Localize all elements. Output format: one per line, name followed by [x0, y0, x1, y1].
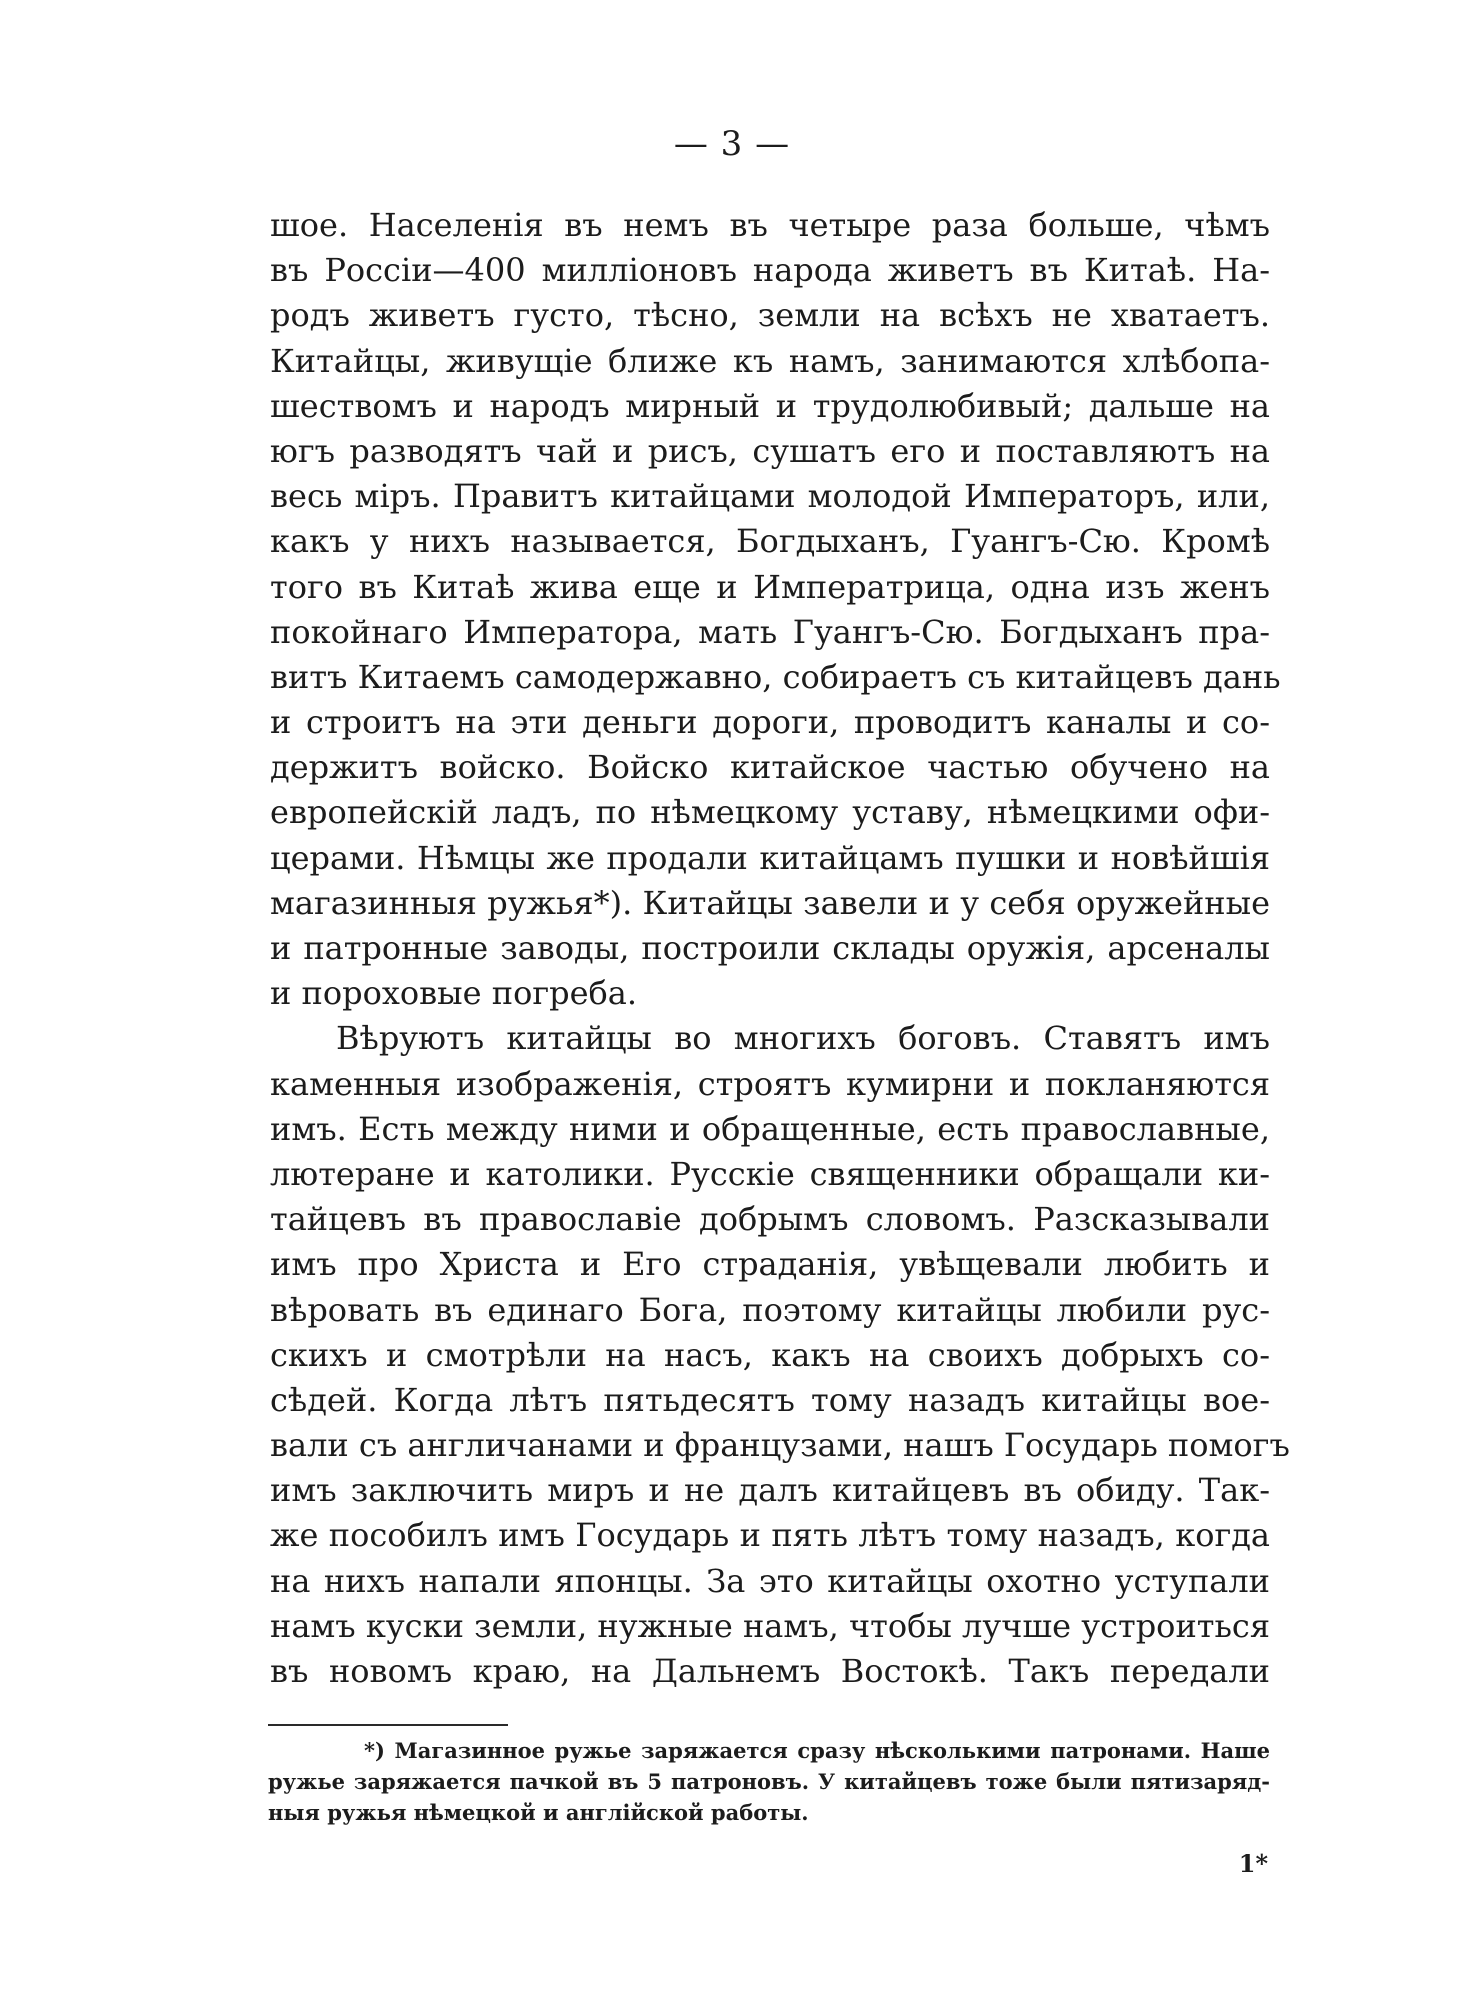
text-line: вѣровать въ единаго Бога, поэтому китайцы любили рус- — [270, 1290, 1270, 1329]
footnote-line: ружье заряжается пачкой въ 5 патроновъ. У китайцевъ тоже были пятизаряд- — [268, 1769, 1270, 1794]
text-line: европейскій ладъ, по нѣмецкому уставу, нѣмецкими офи- — [270, 793, 1270, 832]
footnote — [268, 1735, 1270, 1828]
text-line: имъ. Есть между ними и обращенные, есть православные, — [270, 1109, 1270, 1148]
page-number: — 3 — — [673, 124, 791, 164]
text-line: Китайцы, живущіе ближе къ намъ, занимаются хлѣбопа- — [270, 341, 1270, 380]
text-line: въ Россіи—400 милліоновъ народа живетъ въ Китаѣ. На- — [270, 251, 1270, 290]
text-line: сѣдей. Когда лѣтъ пятьдесятъ тому назадъ китайцы вое- — [270, 1380, 1270, 1419]
text-line: вали съ англичанами и французами, нашъ Государь помогъ — [270, 1426, 1290, 1465]
text-line: тайцевъ въ православіе добрымъ словомъ. Разсказывали — [270, 1200, 1270, 1239]
text-line: того въ Китаѣ жива еще и Императрица, одна изъ женъ — [270, 567, 1270, 606]
main-text — [270, 203, 1290, 1694]
text-line: въ новомъ краю, на Дальнемъ Востокѣ. Такъ передали — [270, 1652, 1270, 1690]
footnote-divider — [268, 1724, 508, 1726]
paragraph — [270, 203, 1281, 1016]
text-line: на нихъ напали японцы. За это китайцы охотно уступали — [270, 1561, 1270, 1600]
text-line: покойнаго Императора, мать Гуангъ-Сю. Богдыханъ пра- — [270, 612, 1270, 651]
text-line: намъ куски земли, нужные намъ, чтобы лучше устроиться — [270, 1606, 1270, 1645]
text-line: церами. Нѣмцы же продали китайцамъ пушки и новѣйшія — [270, 838, 1270, 877]
text-line: и пороховые погреба. — [270, 974, 638, 1013]
text-line: каменныя изображенія, строятъ кумирни и покланяются — [270, 1064, 1270, 1103]
text-line: имъ про Христа и Его страданія, увѣщевали любить и — [270, 1245, 1270, 1284]
text-line: лютеране и католики. Русскіе священники обращали ки- — [270, 1154, 1270, 1193]
paragraph — [270, 1016, 1290, 1694]
text-line: югъ разводятъ чай и рисъ, сушатъ его и поставляютъ на — [270, 431, 1270, 470]
text-line: держитъ войско. Войско китайское частью обучено на — [270, 748, 1270, 787]
text-line: скихъ и смотрѣли на насъ, какъ на своихъ добрыхъ со- — [270, 1335, 1270, 1374]
signature-mark: 1* — [1238, 1849, 1268, 1878]
text-line: и строитъ на эти деньги дороги, проводитъ каналы и со- — [270, 703, 1270, 742]
footnote-line: ныя ружья нѣмецкой и англійской работы. — [268, 1800, 809, 1825]
text-line: магазинныя ружья*). Китайцы завели и у себя оружейные — [270, 883, 1270, 922]
text-line: и патронные заводы, построили склады оружія, арсеналы — [270, 929, 1270, 967]
text-line: Вѣруютъ китайцы во многихъ боговъ. Ставятъ имъ — [336, 1019, 1270, 1058]
text-line: шое. Населенія въ немъ въ четыре раза больше, чѣмъ — [270, 206, 1270, 244]
footnote-line: *) Магазинное ружье заряжается сразу нѣсколькими патронами. Наше — [364, 1738, 1270, 1763]
text-line: весь міръ. Правитъ китайцами молодой Императоръ, или, — [270, 477, 1270, 516]
text-line: шествомъ и народъ мирный и трудолюбивый; дальше на — [270, 386, 1270, 425]
text-line: имъ заключить миръ и не далъ китайцевъ въ обиду. Так- — [270, 1471, 1270, 1510]
text-line: родъ живетъ густо, тѣсно, земли на всѣхъ не хватаетъ. — [270, 296, 1270, 335]
text-line: же пособилъ имъ Государь и пять лѣтъ тому назадъ, когда — [270, 1516, 1270, 1555]
text-line: витъ Китаемъ самодержавно, собираетъ съ китайцевъ дань — [270, 657, 1281, 696]
text-line: какъ у нихъ называется, Богдыханъ, Гуангъ-Сю. Кромѣ — [270, 522, 1270, 561]
